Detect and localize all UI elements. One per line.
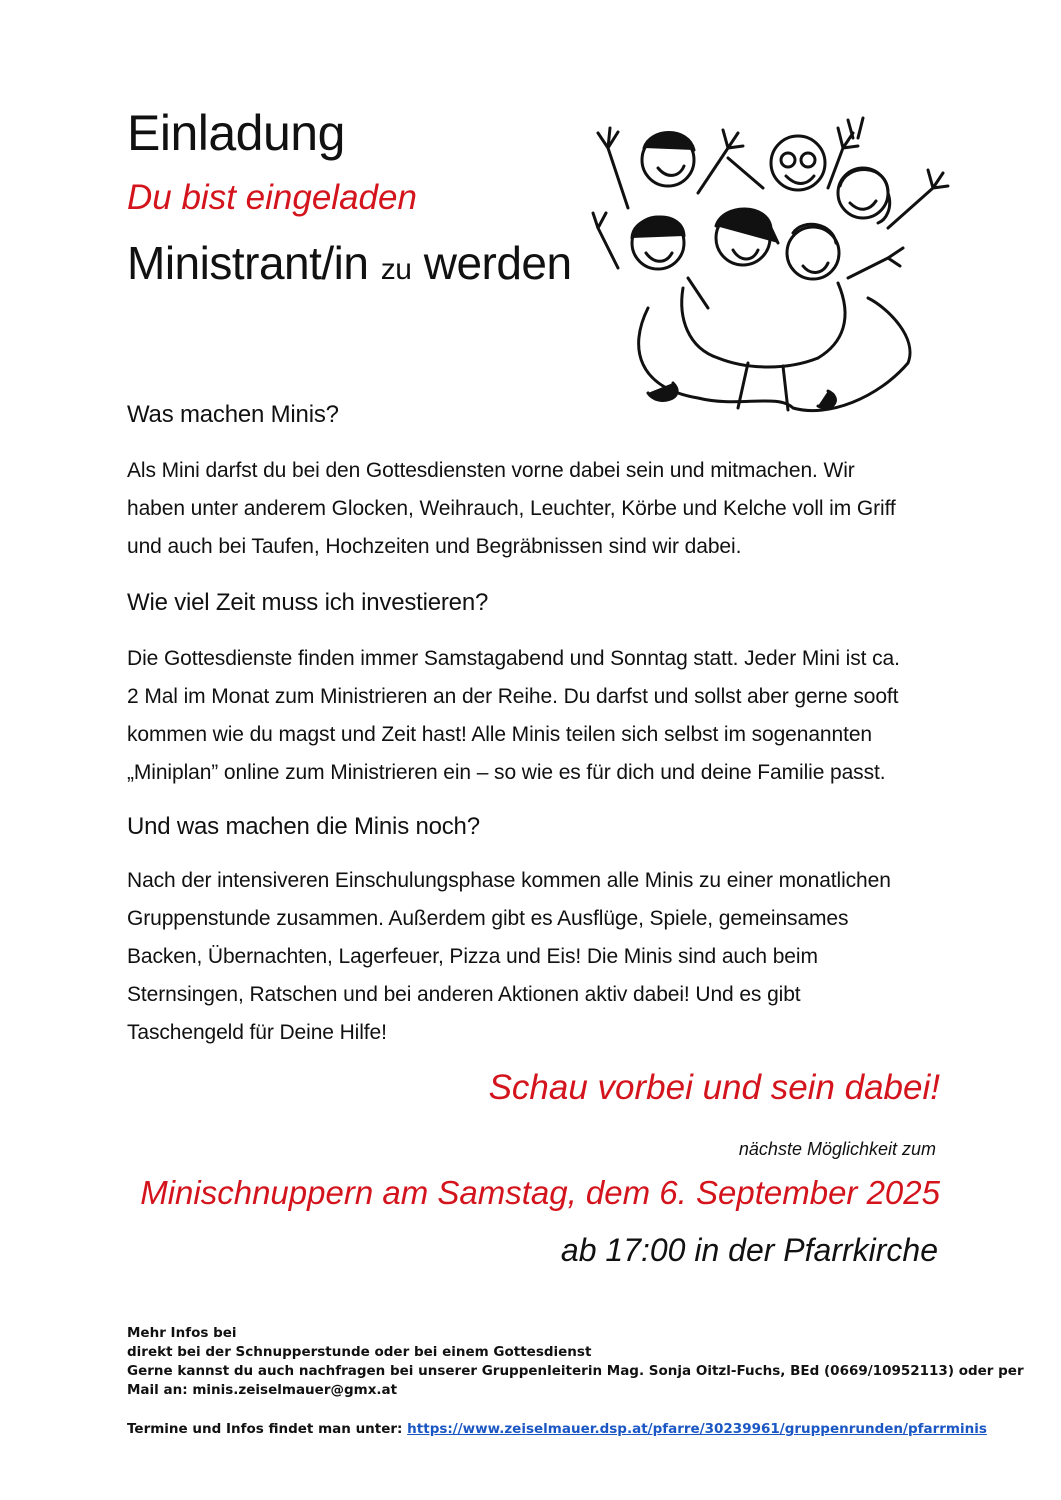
paragraph-line: Backen, Übernachten, Lagerfeuer, Pizza und Eis! Die Minis sind auch beim — [127, 945, 818, 968]
heading-main: Ministrant/in — [127, 237, 369, 289]
page-heading — [127, 237, 572, 289]
event-time: ab 17:00 in der Pfarrkirche — [560, 1232, 938, 1268]
section-question-2: Wie viel Zeit muss ich investieren? — [127, 589, 489, 616]
info-contact: Gerne kannst du auch nachfragen bei unserer Gruppenleiterin Mag. Sonja Oitzl-Fuchs, BEd (0669/10952113) oder per — [127, 1363, 1024, 1379]
page-subtitle: Du bist eingeladen — [127, 178, 417, 217]
section-question-1: Was machen Minis? — [127, 401, 339, 428]
links-label: Termine und Infos findet man unter: — [127, 1421, 408, 1437]
section-question-3: Und was machen die Minis noch? — [127, 813, 480, 840]
paragraph-line: Taschengeld für Deine Hilfe! — [127, 1021, 387, 1044]
paragraph-line: Die Gottesdienste finden immer Samstagabend und Sonntag statt. Jeder Mini ist ca. — [127, 647, 900, 670]
event-announcement: Minischnuppern am Samstag, dem 6. September 2025 — [140, 1174, 940, 1211]
section-paragraph-3 — [127, 862, 947, 1052]
info-line: direkt bei der Schnupperstunde oder bei einem Gottesdienst — [127, 1344, 592, 1360]
paragraph-line: und auch bei Taufen, Hochzeiten und Begräbnissen sind wir dabei. — [127, 535, 742, 558]
paragraph-line: kommen wie du magst und Zeit hast! Alle Minis teilen sich selbst im sogenannten — [127, 723, 872, 746]
paragraph-line: Nach der intensiveren Einschulungsphase kommen alle Minis zu einer monatlichen — [127, 869, 891, 892]
paragraph-line: Gruppenstunde zusammen. Außerdem gibt es Ausflüge, Spiele, gemeinsames — [127, 907, 849, 930]
heading-end: werden — [423, 237, 572, 289]
section-paragraph-1 — [127, 452, 947, 566]
ministrants-illustration — [588, 108, 953, 418]
page-title: Einladung — [127, 105, 345, 161]
paragraph-line: Sternsingen, Ratschen und bei anderen Aktionen aktiv dabei! Und es gibt — [127, 983, 801, 1006]
call-to-action: Schau vorbei und sein dabei! — [488, 1068, 940, 1107]
paragraph-line: Als Mini darfst du bei den Gottesdiensten vorne dabei sein und mitmachen. Wir — [127, 459, 855, 482]
next-opportunity-label: nächste Möglichkeit zum — [738, 1139, 936, 1159]
paragraph-line: 2 Mal im Monat zum Ministrieren an der Reihe. Du darfst und sollst aber gerne sooft — [127, 685, 899, 708]
info-heading: Mehr Infos bei — [127, 1325, 237, 1341]
pfarrminis-link[interactable]: https://www.zeiselmauer.dsp.at/pfarre/30239961/gruppenrunden/pfarrminis — [407, 1421, 987, 1437]
paragraph-line: haben unter anderem Glocken, Weihrauch, Leuchter, Körbe und Kelche voll im Griff — [127, 497, 896, 520]
info-mail: Mail an: minis.zeiselmauer@gmx.at — [127, 1382, 398, 1398]
section-paragraph-2 — [127, 640, 947, 792]
info-links — [127, 1420, 987, 1439]
heading-small: zu — [380, 253, 412, 286]
paragraph-line: „Miniplan” online zum Ministrieren ein – so wie es für dich und deine Familie passt. — [127, 761, 886, 784]
